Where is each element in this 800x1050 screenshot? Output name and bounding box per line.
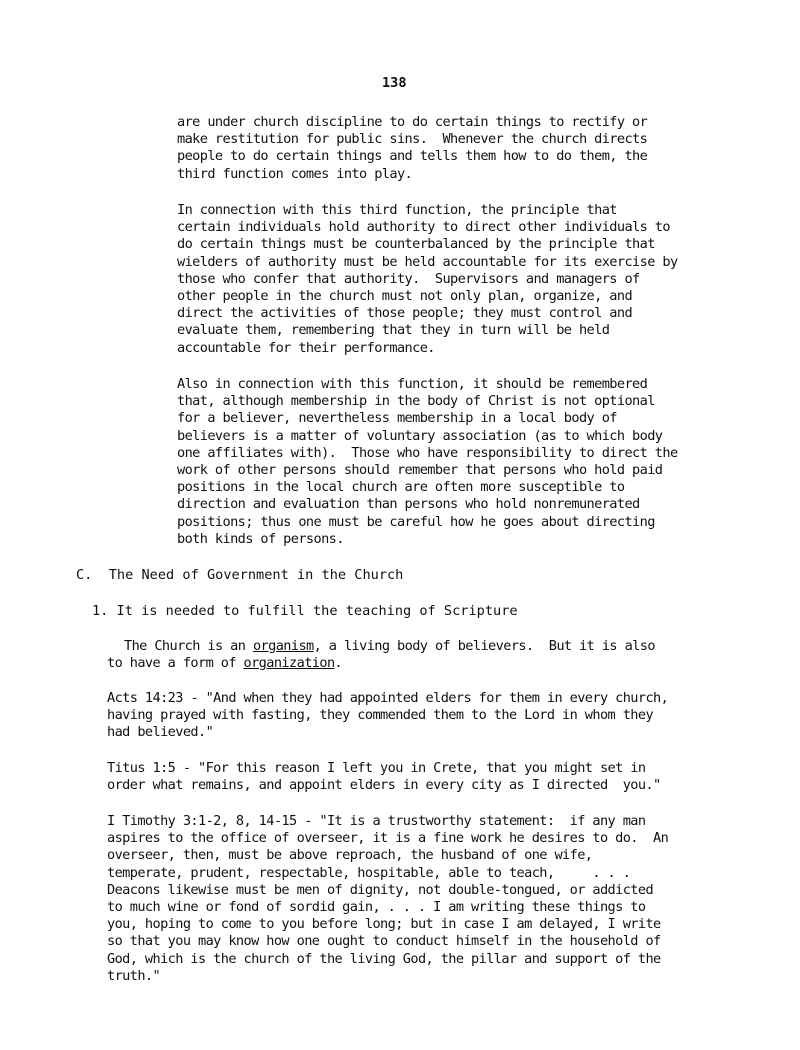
scripture-titus: Titus 1:5 - "For this reason I left you in Crete, that you might set in order what remains, and appoint elders in every city as I directed you." — [107, 760, 661, 794]
organism-word: organism — [252, 638, 314, 654]
subsection-heading-1: 1. It is needed to fulfill the teaching of Scripture — [92, 603, 518, 619]
paragraph-third-function: In connection with this third function, the principle that certain individuals hold authority to direct other individuals to do certain things must be counterbalanced by the principle that wielders of authority must be held accountable for its exercise by those who confer that authority. Supervisors and managers of other people in the church must not only plan, organize, and direct the activities of those people; they must control and evaluate them, remembering that they in turn will be held accountable for their performance. — [177, 202, 678, 356]
scripture-acts: Acts 14:23 - "And when they had appointed elders for them in every church, having prayed with fasting, they commended them to the Lord in whom they had believed." — [107, 690, 669, 741]
organization-word: organization — [243, 655, 335, 671]
scripture-timothy: I Timothy 3:1-2, 8, 14-15 - "It is a trustworthy statement: if any man aspires to the office of overseer, it is a fine work he desires to do. An overseer, then, must be above reproach, the husband of one wife, temperate, prudent, respectable, hospitable, able to teach, . . . Deacons likewise must be men of dignity, not double-tongued, or addicted to much wine or fond of sordid gain, . . . I am writing these things to you, hoping to come to you before long; but in case I am delayed, I write so that you may know how one ought to conduct himself in the household of God, which is the church of the living God, the pillar and support of the truth." — [107, 813, 669, 984]
section-heading-c: C. The Need of Government in the Church — [76, 567, 404, 583]
organism-line-1: The Church is an organism, a living body of believers. But it is also — [124, 638, 655, 654]
organism-line-2: to have a form of organization. — [107, 655, 343, 671]
page-number: 138 — [382, 75, 407, 91]
paragraph-voluntary-association: Also in connection with this function, it should be remembered that, although membership in the body of Christ is not optional for a believer, nevertheless membership in a local body of believers is a matter of voluntary association (as to which body one affiliates with). Those who have responsibility to direct the work of other persons should remember that persons who hold paid positions in the local church are often more susceptible to direction and evaluation than persons who hold nonremunerated positions; thus one must be careful how he goes about directing both kinds of persons. — [177, 376, 678, 547]
paragraph-discipline: are under church discipline to do certain things to rectify or make restitution for public sins. Whenever the church directs people to do certain things and tells them how to do them, the third function comes into play. — [177, 114, 648, 182]
